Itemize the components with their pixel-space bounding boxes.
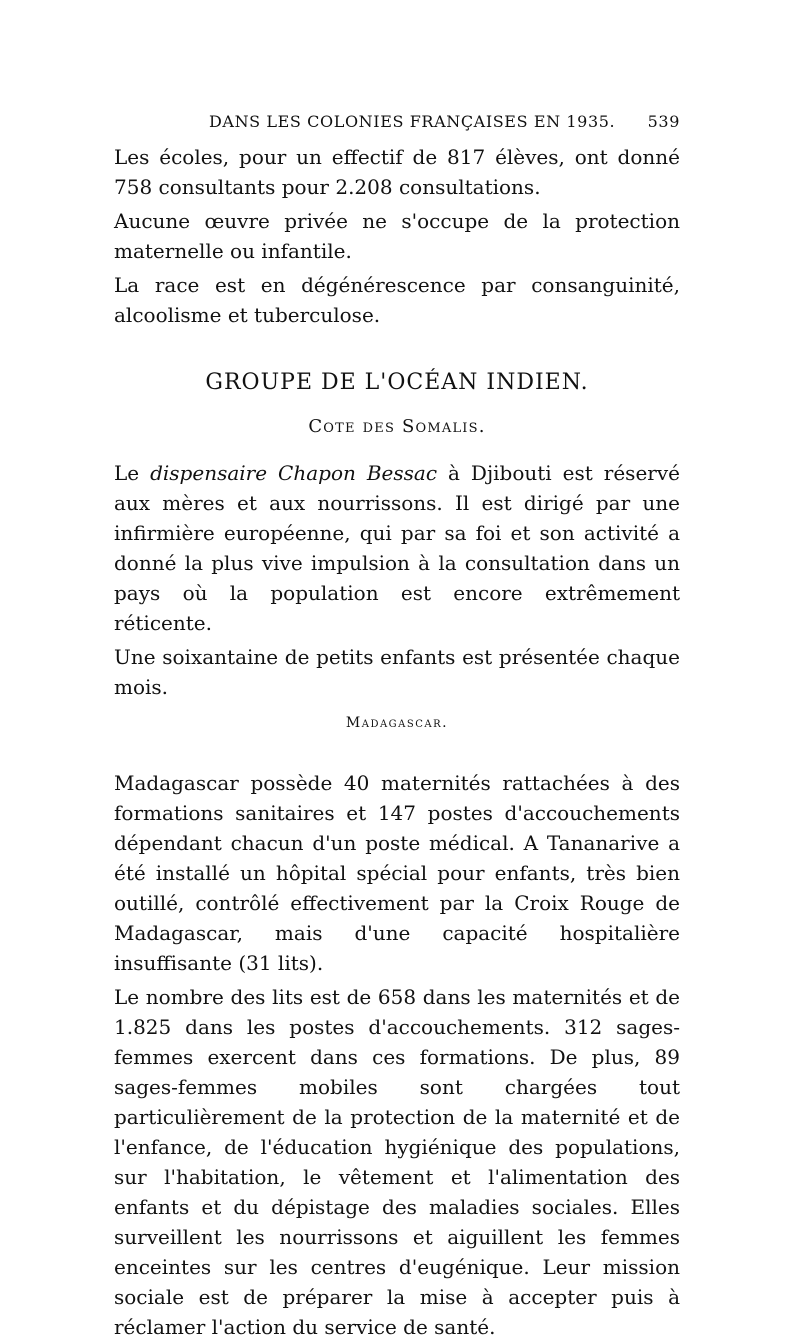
document-page (114, 112, 680, 1342)
somalis-paragraph-children: Une soixantaine de petits enfants est présentée chaque mois. (114, 645, 680, 699)
section-title: GROUPE DE L'OCÉAN INDIEN. (205, 370, 589, 395)
somalis-paragraph-dispensary (114, 458, 680, 638)
madagascar-paragraph-beds: Le nombre des lits est de 658 dans les maternités et de 1.825 dans les postes d'accouchements. 312 sages-femmes exercent dans ces formations. De plus, 89 sages-femmes mobiles sont chargées tout particulièrement de la protection de la maternité et de l'enfance, de l'éducation hygiénique des populations, sur l'habitation, le vêtement et l'alimentation des enfants et du dépistage des maladies sociales. Elles surveillent les nourrissons et aiguillent les femmes enceintes sur les centres d'eugénique. Leur mission sociale est de préparer la mise à accepter puis à réclamer l'action du service de santé. (114, 985, 680, 1339)
somalis-text-rest: à Djibouti est réservé aux mères et aux nourrissons. Il est dirigé par une infirmière européenne, qui par sa foi et son activité a donné la plus vive impulsion à la consultation dans un pays où la population est encore extrêmement réticente. (114, 461, 680, 635)
running-head-title: DANS LES COLONIES FRANÇAISES EN 1935. (209, 112, 616, 131)
somalis-text-lead: Le (114, 461, 151, 485)
running-head (114, 112, 680, 142)
intro-paragraph-private-work: Aucune œuvre privée ne s'occupe de la protection maternelle ou infantile. (114, 209, 680, 263)
somalis-dispensary-name: dispensaire Chapon Bessac (150, 461, 438, 485)
intro-paragraph-race: La race est en dégénérescence par consanguinité, alcoolisme et tuberculose. (114, 273, 680, 327)
page-number: 539 (647, 112, 680, 131)
madagascar-paragraph-maternities: Madagascar possède 40 maternités rattachées à des formations sanitaires et 147 postes d'accouchements dépendant chacun d'un poste médical. A Tananarive a été installé un hôpital spécial pour enfants, très bien outillé, contrôlé effectivement par la Croix Rouge de Madagascar, mais d'une capacité hospitalière insuffisante (31 lits). (114, 771, 680, 975)
somalis-heading: Cote des Somalis. (308, 416, 486, 437)
intro-paragraph-schools: Les écoles, pour un effectif de 817 élèves, ont donné 758 consultants pour 2.208 consultations. (114, 145, 680, 199)
madagascar-heading: Madagascar. (345, 715, 449, 731)
